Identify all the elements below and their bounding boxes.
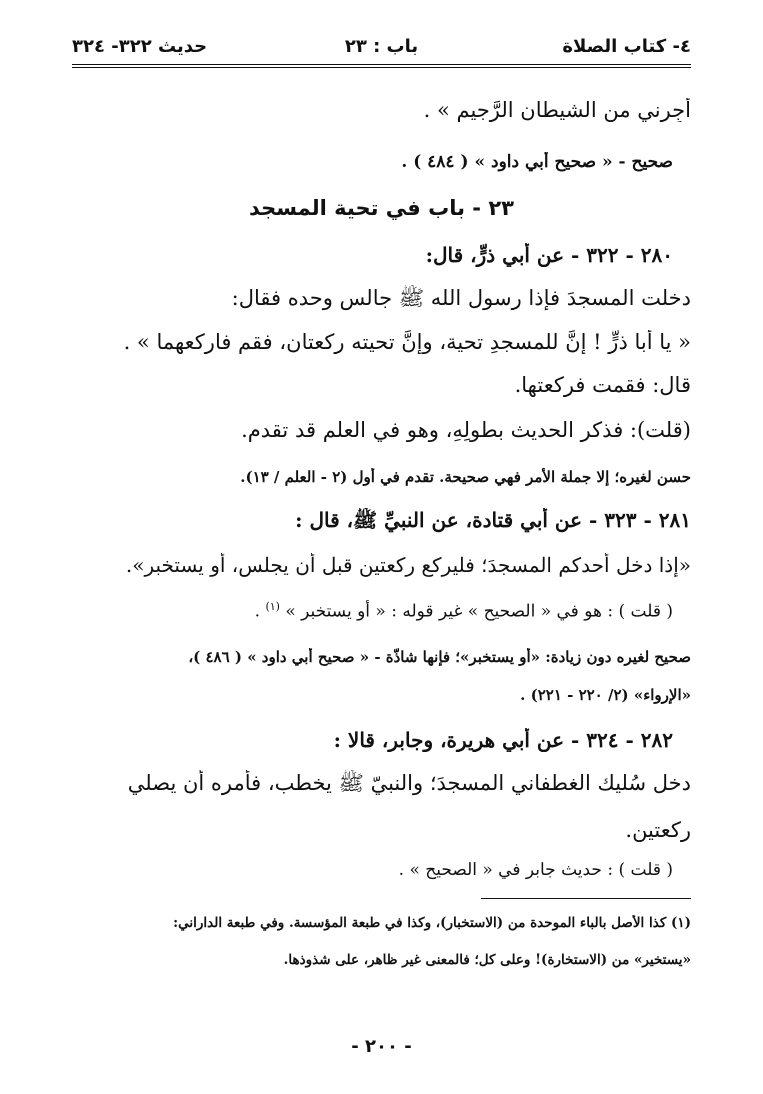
running-header (72, 34, 691, 64)
header-chapter: ٤- كتاب الصلاة (562, 36, 691, 57)
text-line-3: « يا أبا ذرٍّ ! إنَّ للمسجدِ تحية، وإنَّ تحيته ركعتان، فقم فاركعهما » . (123, 330, 691, 354)
grading-line-1: صحيح - « صحيح أبي داود » ( ٤٨٤ ) . (401, 152, 673, 172)
footnote-line-2: «يستخير» من (الاستخارة)! وعلى كل؛ فالمعنى غير ظاهر، على شذوذها. (283, 952, 691, 968)
footnote-marker: (١) (265, 600, 280, 613)
hadith-heading-280: ٢٨٠ - ٣٢٢ - عن أبي ذرٍّ، قال: (425, 243, 673, 267)
grading-line-2: حسن لغيره؛ إلا جملة الأمر فهي صحيحة. تقدم في أول (٢ - العلم / ١٣). (240, 468, 691, 486)
text-line-10: ( قلت ) : حديث جابر في « الصحيح » . (398, 860, 673, 880)
text-line-6: «إذا دخل أحدكم المسجدَ؛ فليركع ركعتين قبل أن يجلس، أو يستخبر». (125, 553, 691, 577)
hadith-heading-281: ٢٨١ - ٣٢٣ - عن أبي قتادة، عن النبيِّ ﷺ، قال : (295, 508, 691, 532)
hadith-heading-282: ٢٨٢ - ٣٢٤ - عن أبي هريرة، وجابر، قالا : (333, 728, 673, 752)
text-line-7-body: ( قلت ) : هو في « الصحيح » غير قوله : « أو يستخبر » (285, 601, 673, 622)
text-line-5: (قلت): فذكر الحديث بطولِهِ، وهو في العلم قد تقدم. (241, 418, 691, 442)
page-number: - ٢٠٠ - (351, 1036, 412, 1057)
text-line-4: قال: فقمت فركعتها. (514, 373, 691, 397)
text-line-8: دخل سُليك الغطفاني المسجدَ؛ والنبيّ ﷺ يخطب، فأمره أن يصلي (127, 771, 691, 795)
grading-line-4: «الإرواء» (٢/ ٢٢٠ - ٢٢١) . (520, 686, 691, 704)
text-line-9: ركعتين. (625, 818, 691, 842)
header-section: باب : ٢٣ (344, 36, 419, 57)
footnote-line-1: (١) كذا الأصل بالباء الموحدة من (الاستخبار)، وكذا في طبعة المؤسسة. وفي طبعة الداراني: (173, 915, 691, 931)
header-hadith-range: حديث ٣٢٢- ٣٢٤ (72, 36, 208, 57)
text-line-2: دخلت المسجدَ فإذا رسول الله ﷺ جالس وحده فقال: (231, 286, 691, 310)
text-line-7: ( قلت ) : هو في « الصحيح » غير قوله : « أو يستخبر » $^{(١)}$ . (254, 600, 673, 622)
text-line-1: أَجِرني من الشيطان الرَّجيم » . (423, 98, 691, 122)
grading-line-3: صحيح لغيره دون زيادة: «أو يستخبر»؛ فإنها شاذّة - « صحيح أبي داود » ( ٤٨٦ )، (188, 648, 691, 666)
header-rule-bottom (72, 67, 691, 68)
chapter-heading: ٢٣ - باب في تحية المسجد (249, 196, 514, 220)
footnote-rule (481, 898, 691, 899)
header-rule-top (72, 64, 691, 65)
